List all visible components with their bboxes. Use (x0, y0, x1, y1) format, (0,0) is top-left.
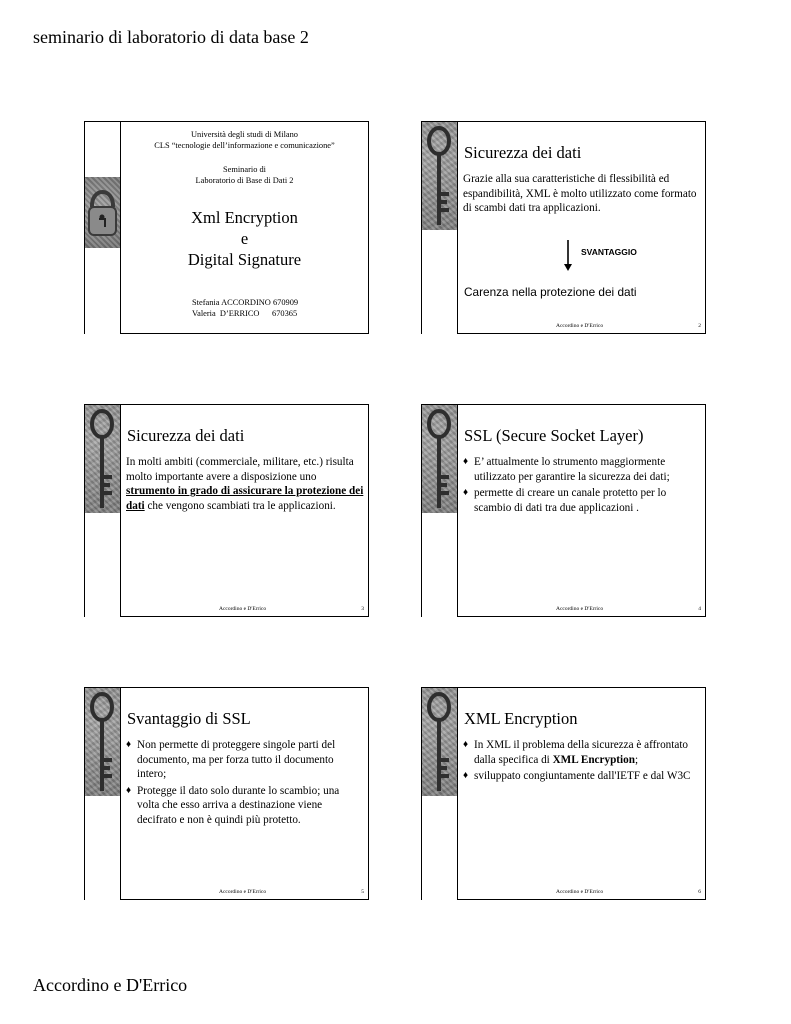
key-image (422, 405, 457, 513)
seminar-line-1: Seminario di (222, 165, 267, 174)
slide-3 (84, 404, 369, 617)
bullet-text-start: In XML il problema della sicurezza è affrontato dalla specifica di (474, 739, 689, 766)
key-image (422, 688, 457, 796)
bullet-list (463, 738, 701, 786)
page-footer: Accordino e D'Errico (33, 975, 188, 995)
bullet-item: ♦ Protegge il dato solo durante lo scambio; una volta che esso arriva a destinazione viene decifrato e non è quindi più protetto. (126, 784, 364, 828)
page-header: seminario di laboratorio di data base 2 (33, 27, 309, 47)
body-text-end: che vengono scambiati tra le applicazioni. (144, 499, 336, 512)
slide-body (126, 455, 364, 513)
slide-footer-authors: Accordino e D'Errico (219, 889, 267, 895)
bullet-item: ♦ E’ attualmente lo strumento maggiormente utilizzato per garantire la sicurezza dei dati; (463, 455, 701, 484)
slide-title: Sicurezza dei dati (464, 143, 582, 162)
slide-footer-authors: Accordino e D'Errico (556, 889, 604, 895)
padlock-image (85, 177, 120, 248)
slide-number: 3 (361, 606, 364, 612)
slide-title: Svantaggio di SSL (127, 709, 251, 728)
bullet-emphasis: XML Encryption (552, 753, 635, 766)
slide-footer-authors: Accordino e D'Errico (556, 323, 604, 329)
bullet-item: ♦ Non permette di proteggere singole parti del documento, ma per forza tutto il documento intero; (126, 738, 364, 782)
slide-number: 6 (698, 889, 701, 895)
slide-2 (421, 121, 706, 334)
bullet-item (463, 738, 701, 767)
course-name: CLS “tecnologie dell’informazione e comunicazione” (154, 141, 335, 150)
slide-sidebar (85, 688, 121, 900)
slide-number: 2 (698, 323, 701, 329)
body-emphasis: strumento in grado di assicurare la protezione dei dati (126, 485, 364, 512)
body-text-start: In molti ambiti (commerciale, militare, etc.) risulta molto importante avere a disposizione uno (126, 456, 354, 483)
slide-conclusion: Carenza nella protezione dei dati (464, 285, 637, 299)
bullet-list (126, 738, 364, 830)
author-2: Valeria D’ERRICO 670365 (192, 308, 298, 318)
slide-sidebar (85, 122, 121, 334)
slide-1-title-page (84, 121, 369, 334)
slide-sidebar (422, 688, 458, 900)
slide-title: SSL (Secure Socket Layer) (464, 426, 644, 445)
university-name: Università degli studi di Milano (190, 130, 298, 139)
slide-body: Grazie alla sua caratteristiche di flessibilità ed espandibilità, XML è molto utilizzato come formato di scambi dati tra applicazioni. (463, 173, 697, 215)
slide-sidebar (422, 405, 458, 617)
bullet-text-end: ; (634, 753, 639, 766)
slide-6 (421, 687, 706, 900)
slide-number: 5 (361, 889, 364, 895)
bullet-item: ♦ permette di creare un canale protetto per lo scambio di dati tra due applicazioni . (463, 486, 701, 515)
down-arrow-icon (563, 240, 573, 272)
authors (192, 298, 298, 319)
key-image (422, 122, 457, 230)
presentation-title-line-2: e (240, 229, 249, 248)
presentation-title-line-1: Xml Encryption (191, 208, 298, 227)
slide-5 (84, 687, 369, 900)
slide-title: Sicurezza dei dati (127, 426, 245, 445)
bullet-item: ♦ sviluppato congiuntamente dall'IETF e dal W3C (463, 769, 701, 784)
key-image (85, 405, 120, 513)
slide-footer-authors: Accordino e D'Errico (219, 606, 267, 612)
slide-4 (421, 404, 706, 617)
slide-sidebar (85, 405, 121, 617)
presentation-title-line-3: Digital Signature (187, 250, 302, 269)
arrow-label: SVANTAGGIO (581, 247, 637, 257)
key-image (85, 688, 120, 796)
bullet-list (463, 455, 701, 517)
slide-footer-authors: Accordino e D'Errico (556, 606, 604, 612)
slide-number: 4 (698, 606, 701, 612)
slide-sidebar (422, 122, 458, 334)
seminar-line-2: Laboratorio di Base di Dati 2 (195, 176, 294, 185)
author-1: Stefania ACCORDINO 670909 (192, 298, 299, 307)
slide-title: XML Encryption (464, 709, 578, 728)
